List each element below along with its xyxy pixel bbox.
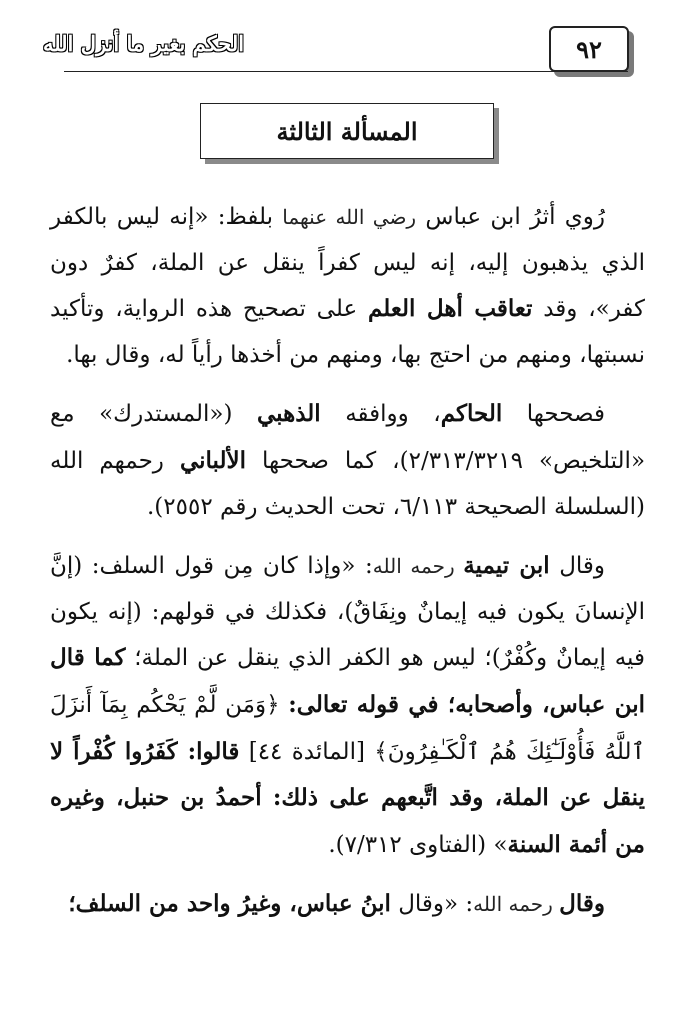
p1-honorific: رضي الله عنهما [282, 205, 417, 229]
p2-bold-3: الألباني [179, 446, 246, 474]
p4-bold-1: وقال [559, 890, 605, 918]
paragraph-1 [50, 195, 645, 378]
paragraph-3 [50, 543, 645, 868]
page-number-box [549, 26, 629, 72]
p3-honorific: رحمه الله [372, 554, 464, 579]
header-rule [64, 71, 628, 72]
p2-bold-2: الذهبي [256, 400, 321, 428]
p2-text-c: («المستدرك» مع «التلخيص» ٢/٣١٣/٣٢١٩)، كما صححها [50, 401, 646, 474]
p2-text-d: رحمهم الله (السلسلة الصحيحة ٦/١١٣، تحت الحديث رقم ٢٥٥٢). [50, 447, 645, 520]
p4-text-a: : «وقال [390, 891, 474, 918]
p3-text-b: : «وإذا كان مِن قول السلف: (إنَّ الإنسانَ يكون فيه إيمانٌ ونِفَاقٌ)، فكذلك في قولهم: (إنه يكون فيه إيمانٌ وكُفْرٌ)؛ ليس هو الكفر الذي ينقل عن الملة؛ [50, 553, 645, 672]
p4-bold-2: ابنُ عباس، وغيرُ واحد من السلف؛ [68, 890, 391, 918]
p3-text-a: وقال [549, 553, 606, 580]
p1-bold-1: تعاقب أهل العلم [367, 295, 533, 323]
p3-bold-2: كما قال ابن عباس، وأصحابه؛ في قوله تعالى: [50, 644, 646, 718]
section-title-box [200, 103, 494, 159]
section-title: المسألة الثالثة [276, 116, 418, 146]
p2-bold-1: الحاكم [440, 400, 503, 428]
paragraph-4 [50, 881, 645, 928]
p3-bold-1: ابن تيمية [463, 552, 550, 580]
p2-text-a: فصححها [502, 401, 605, 428]
p1-text-b: بلفظ: «إنه ليس بالكفر الذي يذهبون إليه، إنه ليس كفراً ينقل عن الملة، كفرٌ دون كفر»، وقد [50, 204, 645, 323]
body-text [50, 195, 645, 928]
p2-text-b: ، ووافقه [320, 401, 441, 428]
page-number: ٩٢ [576, 34, 602, 64]
p3-text-d: » (الفتاوى ٧/٣١٢). [328, 831, 508, 858]
book-title-header [42, 22, 245, 64]
p3-text-c: ﴿وَمَن لَّمْ يَحْكُم بِمَآ أَنزَلَ ٱللَّهُ فَأُوْلَـٰٓئِكَ هُمُ ٱلْكَـٰفِرُونَ﴾ [المائدة ٤٤] [50, 691, 645, 765]
p1-text-a: رُوي أثرُ ابن عباس [416, 204, 605, 230]
book-title: الحكم بغير ما أنزل الله [42, 30, 245, 56]
p4-honorific: رحمه الله [473, 892, 560, 917]
paragraph-2 [50, 391, 645, 530]
p1-text-c: على تصحيح هذه الرواية، وتأكيد نسبتها، ومنهم من احتج بها، ومنهم من أخذها رأياً له، وقال بها. [50, 296, 645, 368]
p3-bold-3: قالوا: كَفَرُوا كُفْراً لا ينقل عن الملة، وقد اتَّبعهم على ذلك: أحمدُ بن حنبل، وغيره من أئمة السنة [50, 737, 645, 858]
